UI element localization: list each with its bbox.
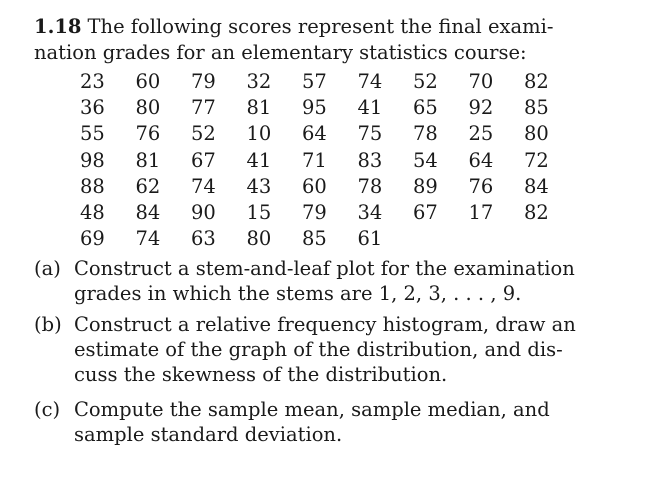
score-cell: 52 <box>413 69 438 93</box>
score-cell: 55 <box>80 122 105 146</box>
score-cell: 84 <box>135 201 161 225</box>
score-cell: 63 <box>191 227 216 251</box>
score-cell: 84 <box>524 174 549 198</box>
score-cell: 61 <box>357 227 383 251</box>
scores-row <box>80 147 580 173</box>
part-text-line: grades in which the stems are 1, 2, 3, . . . , 9. <box>74 282 522 306</box>
score-cell: 72 <box>524 148 549 172</box>
score-cell: 41 <box>246 148 272 172</box>
problem-statement <box>34 14 614 66</box>
part-label: (c) <box>34 398 61 422</box>
score-cell: 80 <box>135 95 161 119</box>
score-cell: 95 <box>302 95 327 119</box>
score-cell: 71 <box>302 148 327 172</box>
score-cell: 79 <box>191 69 216 93</box>
score-cell: 80 <box>524 122 549 146</box>
score-cell: 57 <box>302 69 327 93</box>
score-cell: 88 <box>80 174 105 198</box>
score-cell: 15 <box>246 201 272 225</box>
score-cell: 79 <box>302 201 327 225</box>
part-text-line: sample standard deviation. <box>74 423 343 447</box>
intro-line-2: nation grades for an elementary statistics course: <box>34 41 527 64</box>
part-label: (b) <box>34 313 62 337</box>
scores-row <box>80 173 580 199</box>
score-cell: 10 <box>246 122 272 146</box>
score-cell: 67 <box>191 148 216 172</box>
score-cell: 54 <box>413 148 438 172</box>
score-cell: 89 <box>413 174 438 198</box>
score-cell: 64 <box>302 122 327 146</box>
score-cell: 41 <box>357 95 383 119</box>
score-cell: 36 <box>80 95 105 119</box>
part-c <box>34 397 614 447</box>
part-b <box>34 312 614 387</box>
problem-number: 1.18 <box>34 15 82 38</box>
problem-parts <box>34 256 614 447</box>
part-text-line: cuss the skewness of the distribution. <box>74 363 448 387</box>
part-label: (a) <box>34 257 61 281</box>
score-cell: 81 <box>135 148 161 172</box>
score-cell: 76 <box>135 122 161 146</box>
score-cell: 23 <box>80 69 105 93</box>
score-cell: 85 <box>302 227 327 251</box>
score-cell: 32 <box>246 69 272 93</box>
score-cell: 78 <box>357 174 383 198</box>
score-cell: 80 <box>246 227 272 251</box>
score-cell: 75 <box>357 122 383 146</box>
part-text-line: Compute the sample mean, sample median, and <box>74 398 550 422</box>
score-cell: 67 <box>413 201 438 225</box>
score-cell: 77 <box>191 95 216 119</box>
score-cell: 65 <box>413 95 438 119</box>
score-cell: 83 <box>357 148 383 172</box>
score-cell: 60 <box>302 174 327 198</box>
score-cell: 74 <box>191 174 216 198</box>
score-cell: 60 <box>135 69 161 93</box>
scores-row <box>80 68 580 94</box>
part-text-line: estimate of the graph of the distribution, and dis- <box>74 338 563 362</box>
score-cell: 17 <box>468 201 494 225</box>
score-cell: 78 <box>413 122 438 146</box>
score-cell: 48 <box>80 201 105 225</box>
score-cell: 92 <box>468 95 494 119</box>
score-cell: 34 <box>357 201 383 225</box>
score-cell: 76 <box>468 174 494 198</box>
score-cell: 90 <box>191 201 216 225</box>
scores-row <box>80 94 580 120</box>
score-cell: 98 <box>80 148 105 172</box>
score-cell: 74 <box>135 227 161 251</box>
score-cell: 85 <box>524 95 549 119</box>
score-cell: 82 <box>524 201 549 225</box>
score-cell: 62 <box>135 174 161 198</box>
part-a <box>34 256 614 306</box>
score-cell: 74 <box>357 69 383 93</box>
score-cell: 43 <box>246 174 272 198</box>
score-cell: 69 <box>80 227 105 251</box>
scores-row <box>80 121 580 147</box>
scores-table <box>80 68 580 252</box>
problem-1-18 <box>34 14 614 453</box>
score-cell: 52 <box>191 122 216 146</box>
part-text-line: Construct a relative frequency histogram, draw an <box>74 313 576 337</box>
scores-row <box>80 226 580 252</box>
score-cell: 70 <box>468 69 494 93</box>
part-text-line: Construct a stem-and-leaf plot for the examination <box>74 257 575 281</box>
scores-row <box>80 199 580 225</box>
intro-line-1: The following scores represent the final exami- <box>87 15 554 38</box>
score-cell: 81 <box>246 95 272 119</box>
score-cell: 25 <box>468 122 494 146</box>
score-cell: 82 <box>524 69 549 93</box>
score-cell: 64 <box>468 148 494 172</box>
